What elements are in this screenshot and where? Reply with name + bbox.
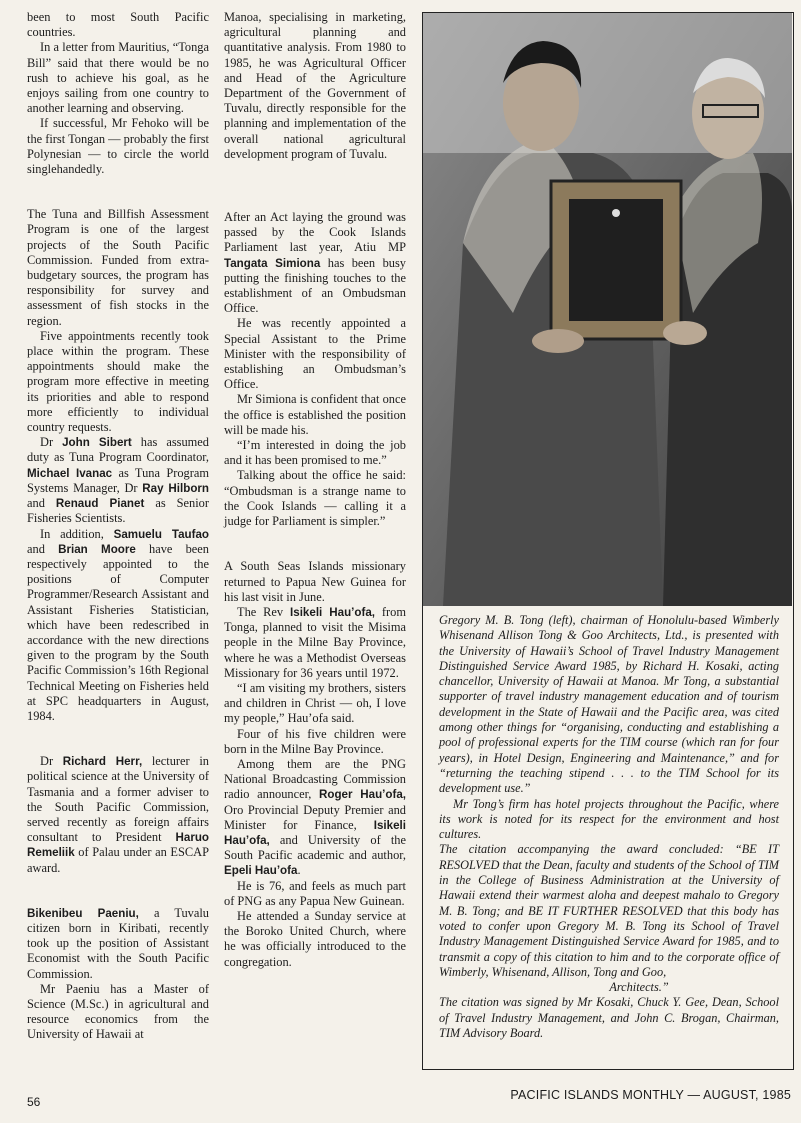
person-name: Tangata Simiona bbox=[224, 256, 321, 270]
paragraph: The Tuna and Billfish Assessment Program is one of the largest projects of the South Pacific Commission. Funded from extra-budgetary sources, the program has responsibility for survey and assessment of fish stocks in the region. bbox=[27, 207, 209, 328]
paragraph: He attended a Sunday service at the Boroko United Church, where he was officially introduced to the congregation. bbox=[224, 908, 406, 969]
paragraph: He was recently appointed a Special Assistant to the Prime Minister with the responsibility of establishing an Ombudsman’s Office. bbox=[224, 316, 406, 392]
paragraph: A South Seas Islands missionary returned to Papua New Guinea for his last visit in June. bbox=[224, 559, 406, 604]
paragraph: In a letter from Mauritius, “Tonga Bill” said that there would be no rush to achieve his goal, as he enjoys sailing from one country to another learning and observing. bbox=[27, 40, 209, 116]
person-name: Roger Hau’ofa, bbox=[318, 788, 406, 802]
paragraph: After an Act laying the ground was passed by the Cook Islands Parliament last year, Atiu MP Tangata Simiona has been busy putting the finishing touches to the establishment of an Ombudsman Office. bbox=[224, 210, 407, 316]
paragraph: Talking about the office he said: “Ombudsman is a strange name to the Cook Islands — calling it a judge for Parliament is simpler.” bbox=[224, 468, 406, 529]
paragraph: Dr Richard Herr, lecturer in political science at the University of Tasmania and a former adviser to the South Pacific Commission, served recently as foreign affairs consultant to President Haruo Remeliik of Palau under an ESCAP award. bbox=[27, 754, 210, 875]
person-name: Haruo Remeliik bbox=[27, 831, 209, 860]
paragraph: He is 76, and feels as much part of PNG as any Papua New Guinean. bbox=[224, 878, 406, 908]
person-name: Michael Ivanac bbox=[27, 466, 113, 480]
paragraph: Manoa, specialising in marketing, agricultural planning and quantitative analysis. From 1980 to 1985, he was Agricultural Officer and Head of the Agriculture Department of the Government of Tuvalu, directly responsible for the planning and implementation of the overall national agricultural development program of Tuvalu. bbox=[224, 10, 406, 161]
paragraph: Five appointments recently took place within the program. These appointments should make the program more effective in meeting its priorities and able to respond more efficiently to individual country requests. bbox=[27, 328, 209, 435]
person-name: Isikeli Hau’ofa, bbox=[290, 605, 376, 619]
paragraph: Bikenibeu Paeniu, a Tuvalu citizen born in Kiribati, recently took up the position of Assistant Economist with the South Pacific Commission. bbox=[27, 905, 209, 981]
person-name: Samuelu Taufao bbox=[113, 527, 209, 541]
paragraph: Dr John Sibert has assumed duty as Tuna Program Coordinator, Michael Ivanac as Tuna Program Systems Manager, Dr Ray Hilborn and Renaud Pianet as Senior Fisheries Scientists. bbox=[27, 435, 209, 526]
caption-paragraph: Mr Tong’s firm has hotel projects throughout the Pacific, where its work is noted for its respect for the environment and host cultures. bbox=[439, 796, 779, 842]
photo-frame bbox=[422, 12, 794, 1070]
paragraph: If successful, Mr Fehoko will be the first Tongan — probably the first Polynesian — to circle the world singlehandedly. bbox=[27, 116, 209, 177]
person-name: John Sibert bbox=[62, 436, 132, 450]
person-name: Isikeli Hau’ofa, bbox=[224, 818, 406, 847]
caption-paragraph: The citation was signed by Mr Kosaki, Chuck Y. Gee, Dean, School of Travel Industry Management, and John C. Brogan, Chairman, TIM Advisory Board. bbox=[439, 995, 779, 1041]
article-column-left bbox=[27, 10, 209, 1043]
paragraph: Mr Simiona is confident that once the office is established the position will be made his. bbox=[224, 392, 406, 437]
paragraph: In addition, Samuelu Taufao and Brian Moore have been respectively appointed to the positions of Computer Programmer/Research Assistant and Assistant Fisheries Statistician, which have been redescribed in accordance with the new directions given to the program by the South Pacific Commission’s 16th Regional Technical Meeting on Fisheries held at SPC headquarters in August, 1984. bbox=[27, 526, 209, 723]
paragraph: The Rev Isikeli Hau’ofa, from Tonga, planned to visit the Misima people in the Milne Bay Province, where he was a Methodist Overseas Missionary for 36 years until 1972. bbox=[224, 604, 407, 680]
paragraph: been to most South Pacific countries. bbox=[27, 10, 209, 40]
paragraph: Mr Paeniu has a Master of Science (M.Sc.) in agricultural and resource economics from the University of Hawaii at bbox=[27, 981, 209, 1042]
paragraph: Among them are the PNG National Broadcasting Commission radio announcer, Roger Hau’ofa, Oro Provincial Deputy Premier and Minister for Finance, Isikeli Hau’ofa, and University of the South Pacific academic and author, Epeli Hau’ofa. bbox=[224, 756, 406, 878]
person-name: Bikenibeu Paeniu, bbox=[27, 906, 139, 920]
caption-paragraph: The citation accompanying the award concluded: “BE IT RESOLVED that the Dean, faculty and students of the School of TIM in the College of Business Administration at the University of Hawaii extend their warmest aloha and deepest mahalo to Gregory M. B. Tong; and BE IT FURTHER RESOLVED that this body has voted to confer upon Gregory M. B. Tong its School of Travel Industry Management Distinguished Service Award for 1985, and to transmit a copy of this citation to him and to the corporate office of Wimberly, Whisenand, Allison, Tong and Goo, bbox=[439, 842, 779, 979]
page-number: 56 bbox=[27, 1095, 41, 1109]
caption-paragraph: Gregory M. B. Tong (left), chairman of Honolulu-based Wimberly Whisenand Allison Tong & Goo Architects, Ltd., is presented with the University of Hawaii’s School of Travel Industry Management Distinguished Service Award 1985, by Richard H. Kosaki, acting chancellor, University of Hawaii at Manoa. Mr Tong, a substantial supporter of travel industry management education and of tourism development in the State of Hawaii and the Pacific area, was cited among other things for “organising, conducting and establishing a pool of professional experts for the TIM course (which ran for four years), in Hotel Design, Engineering and Maintenance,” and for “returning the teaching stipend . . . to the TIM School for its development use.” bbox=[439, 613, 779, 796]
paragraph: “I am visiting my brothers, sisters and children in Christ — oh, I love my people,” Hau’ofa said. bbox=[224, 680, 406, 726]
running-footer: PACIFIC ISLANDS MONTHLY — AUGUST, 1985 bbox=[510, 1088, 791, 1102]
award-photo bbox=[423, 13, 792, 606]
person-name: Renaud Pianet bbox=[55, 497, 145, 511]
article-column-middle bbox=[224, 10, 406, 970]
caption-paragraph: Architects.” bbox=[609, 980, 669, 995]
person-name: Epeli Hau’ofa bbox=[224, 864, 298, 878]
person-name: Brian Moore bbox=[58, 542, 136, 556]
photo-caption bbox=[439, 613, 779, 1041]
paragraph: “I’m interested in doing the job and it has been promised to me.” bbox=[224, 438, 406, 468]
person-name: Ray Hilborn bbox=[142, 481, 209, 495]
person-name: Richard Herr, bbox=[62, 755, 143, 769]
paragraph: Four of his five children were born in the Milne Bay Province. bbox=[224, 726, 406, 756]
photo-illustration bbox=[423, 13, 792, 606]
